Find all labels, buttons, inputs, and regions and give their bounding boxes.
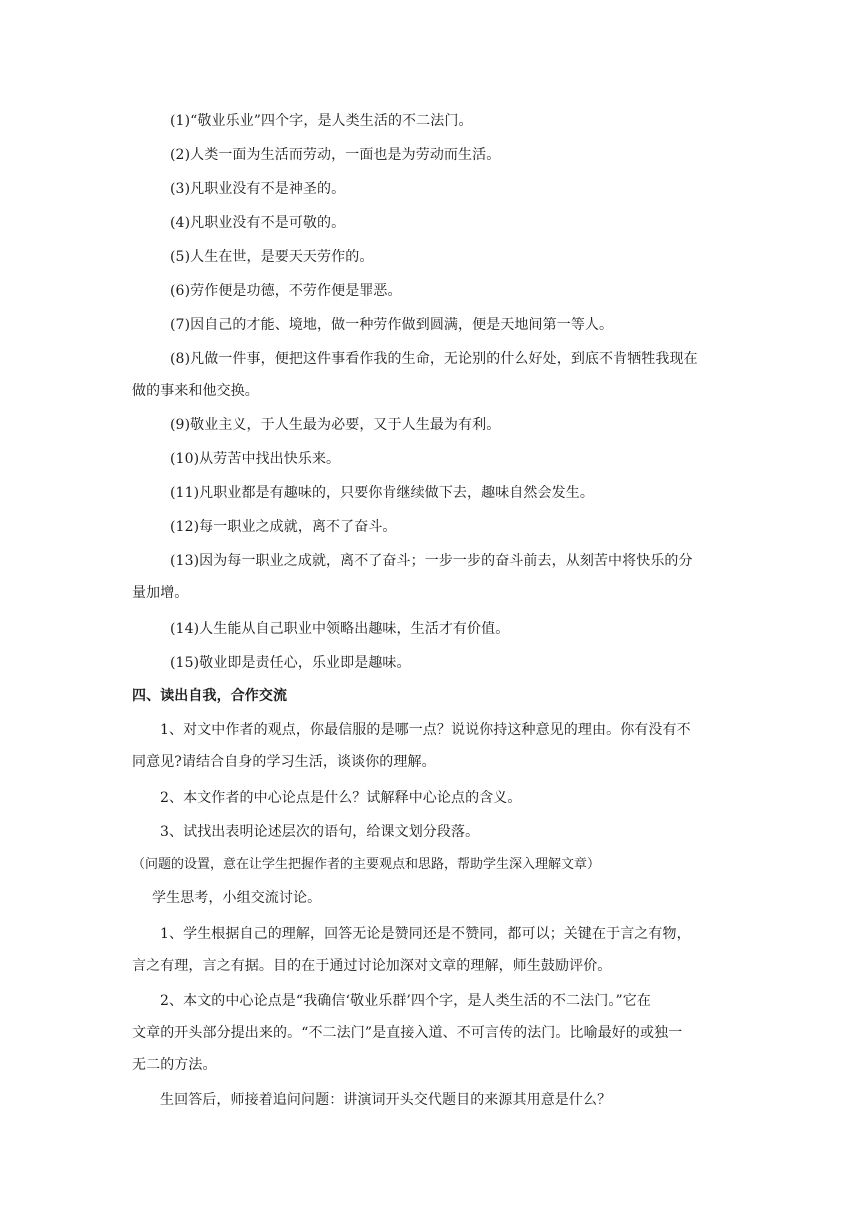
- activity-line: 学生思考，小组交流讨论。: [152, 890, 322, 906]
- answer-line-continuation: 言之有理，言之有据。目的在于通过讨论加深对文章的理解，师生鼓励评价。: [132, 958, 612, 974]
- quote-line: (5)人生在世，是要天天劳作的。: [170, 249, 374, 265]
- quote-line: (2)人类一面为生活而劳动，一面也是为劳动而生活。: [170, 147, 501, 163]
- answer-line-continuation: 文章的开头部分提出来的。“不二法门”是直接入道、不可言传的法门。比喻最好的或独一: [132, 1025, 683, 1041]
- answer-line: 2、本文的中心论点是“我确信‘敬业乐群’四个字，是人类生活的不二法门。”它在: [160, 993, 651, 1009]
- question-line: 1、对文中作者的观点，你最信服的是哪一点？说说你持这种意见的理由。你有没有不: [160, 722, 691, 738]
- answer-line-continuation: 无二的方法。: [132, 1057, 217, 1073]
- question-line: 2、本文作者的中心论点是什么？试解释中心论点的含义。: [160, 790, 522, 806]
- quote-line: (11)凡职业都是有趣味的，只要你肯继续做下去，趣味自然会发生。: [170, 485, 594, 501]
- quote-line: (9)敬业主义，于人生最为必要，又于人生最为有利。: [170, 417, 501, 433]
- quote-line: (12)每一职业之成就，离不了奋斗。: [170, 519, 397, 535]
- quote-line: (4)凡职业没有不是可敬的。: [170, 215, 346, 231]
- quote-line-continuation: 量加增。: [132, 585, 189, 601]
- quote-line-continuation: 做的事来和他交换。: [132, 383, 259, 399]
- question-line-continuation: 同意见?请结合自身的学习生活，谈谈你的理解。: [132, 754, 436, 770]
- question-line: 3、试找出表明论述层次的语句，给课文划分段落。: [160, 824, 480, 840]
- quote-line: (15)敬业即是责任心，乐业即是趣味。: [170, 655, 411, 671]
- design-note: （问题的设置，意在让学生把握作者的主要观点和思路，帮助学生深入理解文章）: [132, 857, 601, 872]
- quote-line: (6)劳作便是功德，不劳作便是罪恶。: [170, 283, 402, 299]
- quote-line: (10)从劳苦中找出快乐来。: [170, 451, 341, 467]
- quote-line: (1)“敬业乐业”四个字，是人类生活的不二法门。: [170, 113, 473, 129]
- quote-line: (8)凡做一件事，便把这件事看作我的生命，无论别的什么好处，到底不肯牺牲我现在: [170, 351, 698, 367]
- answer-line: 1、学生根据自己的理解，回答无论是赞同还是不赞同，都可以；关键在于言之有物，: [160, 926, 691, 942]
- follow-up-line: 生回答后，师接着追问问题：讲演词开头交代题目的来源其用意是什么？: [160, 1092, 612, 1108]
- section-heading: 四、读出自我，合作交流: [132, 688, 288, 704]
- quote-line: (14)人生能从自己职业中领略出趣味，生活才有价值。: [170, 621, 510, 637]
- quote-line: (3)凡职业没有不是神圣的。: [170, 181, 346, 197]
- quote-line: (7)因自己的才能、境地，做一种劳作做到圆满，便是天地间第一等人。: [170, 317, 614, 333]
- quote-line: (13)因为每一职业之成就，离不了奋斗；一步一步的奋斗前去，从刻苦中将快乐的分: [170, 553, 693, 569]
